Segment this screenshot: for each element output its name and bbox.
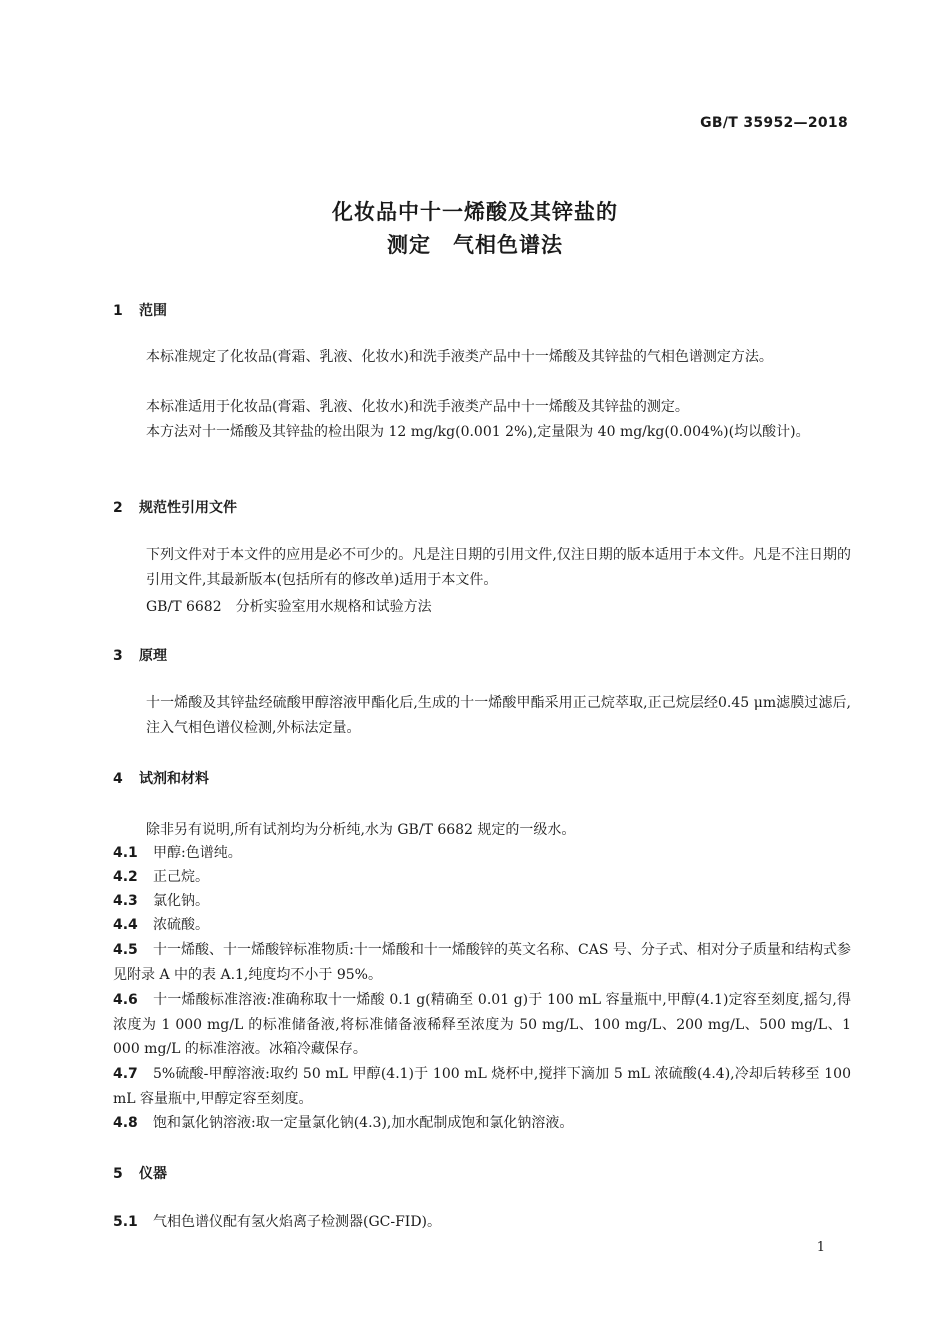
item-number: 4.7 <box>113 1066 138 1082</box>
section-5-heading <box>113 1163 167 1183</box>
item-text: 气相色谱仪配有氢火焰离子检测器(GC-FID)。 <box>153 1214 442 1230</box>
paragraph-text: 本标准规定了化妆品(膏霜、乳液、化妆水)和洗手液类产品中十一烯酸及其锌盐的气相色谱测定方法。 <box>146 349 773 365</box>
section-4-intro: 除非另有说明,所有试剂均为分析纯,水为 GB/T 6682 规定的一级水。 <box>146 822 576 838</box>
section-1-paragraph-3 <box>113 420 851 445</box>
page-number: 1 <box>816 1240 825 1255</box>
item-text: 十一烯酸标准溶液:准确称取十一烯酸 0.1 g(精确至 0.01 g)于 100 mL 容量瓶中,甲醇(4.1)定容至刻度,摇匀,得浓度为 1 000 mg/L 的标准储备液,将标准储备液稀释至浓度为 50 mg/L、100 mg/L、200 mg/L、500 mg/L、1 000 mg/L 的标准溶液。冰箱冷藏保存。 <box>113 992 851 1058</box>
instrument-item-5-1 <box>113 1210 851 1235</box>
paragraph-text: 本标准适用于化妆品(膏霜、乳液、化妆水)和洗手液类产品中十一烯酸及其锌盐的测定。 <box>146 399 689 415</box>
section-number: 3 <box>113 648 123 664</box>
document-title-line2: 测定 气相色谱法 <box>387 233 563 257</box>
section-title: 试剂和材料 <box>139 771 209 787</box>
normative-reference: GB/T 6682 分析实验室用水规格和试验方法 <box>146 599 432 615</box>
item-number: 4.5 <box>113 942 138 958</box>
reagent-item-4-7 <box>113 1062 851 1111</box>
item-number: 4.4 <box>113 917 138 933</box>
paragraph-text: 十一烯酸及其锌盐经硫酸甲醇溶液甲酯化后,生成的十一烯酸甲酯采用正己烷萃取,正己烷层经0.45 μm滤膜过滤后,注入气相色谱仪检测,外标法定量。 <box>146 695 851 736</box>
section-number: 4 <box>113 771 123 787</box>
section-1-paragraph-1 <box>113 345 851 370</box>
section-2-heading <box>113 497 237 517</box>
document-title-line1: 化妆品中十一烯酸及其锌盐的 <box>332 200 618 224</box>
item-number: 5.1 <box>113 1214 138 1230</box>
section-4-heading <box>113 768 209 788</box>
paragraph-text: 下列文件对于本文件的应用是必不可少的。凡是注日期的引用文件,仅注日期的版本适用于本文件。凡是不注日期的引用文件,其最新版本(包括所有的修改单)适用于本文件。 <box>146 547 851 588</box>
item-number: 4.6 <box>113 992 138 1008</box>
reagent-item-4-8 <box>113 1111 851 1136</box>
section-3-heading <box>113 645 167 665</box>
item-number: 4.2 <box>113 869 138 885</box>
item-number: 4.8 <box>113 1115 138 1131</box>
item-text: 饱和氯化钠溶液:取一定量氯化钠(4.3),加水配制成饱和氯化钠溶液。 <box>153 1115 574 1131</box>
item-number: 4.3 <box>113 893 138 909</box>
section-title: 原理 <box>139 648 167 664</box>
section-number: 1 <box>113 303 123 319</box>
item-number: 4.1 <box>113 845 138 861</box>
reagent-item-4-3 <box>113 889 851 914</box>
section-title: 规范性引用文件 <box>139 500 237 516</box>
section-number: 5 <box>113 1166 123 1182</box>
reagent-item-4-4 <box>113 913 851 938</box>
item-text: 正己烷。 <box>153 869 209 885</box>
section-title: 仪器 <box>139 1166 167 1182</box>
section-2-paragraph-1 <box>113 543 851 592</box>
standard-code: GB/T 35952—2018 <box>700 115 848 131</box>
section-number: 2 <box>113 500 123 516</box>
item-text: 甲醇:色谱纯。 <box>153 845 242 861</box>
reagent-item-4-1 <box>113 841 851 866</box>
paragraph-text: 本方法对十一烯酸及其锌盐的检出限为 12 mg/kg(0.001 2%),定量限为 40 mg/kg(0.004%)(均以酸计)。 <box>146 424 810 440</box>
section-title: 范围 <box>139 303 167 319</box>
section-3-paragraph-1 <box>113 691 851 740</box>
reagent-item-4-2 <box>113 865 851 890</box>
item-text: 十一烯酸、十一烯酸锌标准物质:十一烯酸和十一烯酸锌的英文名称、CAS 号、分子式、相对分子质量和结构式参见附录 A 中的表 A.1,纯度均不小于 95%。 <box>113 942 851 983</box>
item-text: 浓硫酸。 <box>153 917 209 933</box>
reagent-item-4-6 <box>113 988 851 1062</box>
reagent-item-4-5 <box>113 938 851 987</box>
section-1-heading <box>113 300 167 320</box>
section-1-paragraph-2 <box>113 395 851 420</box>
item-text: 5%硫酸-甲醇溶液:取约 50 mL 甲醇(4.1)于 100 mL 烧杯中,搅拌下滴加 5 mL 浓硫酸(4.4),冷却后转移至 100 mL 容量瓶中,甲醇定容至刻度。 <box>113 1066 851 1107</box>
item-text: 氯化钠。 <box>153 893 209 909</box>
